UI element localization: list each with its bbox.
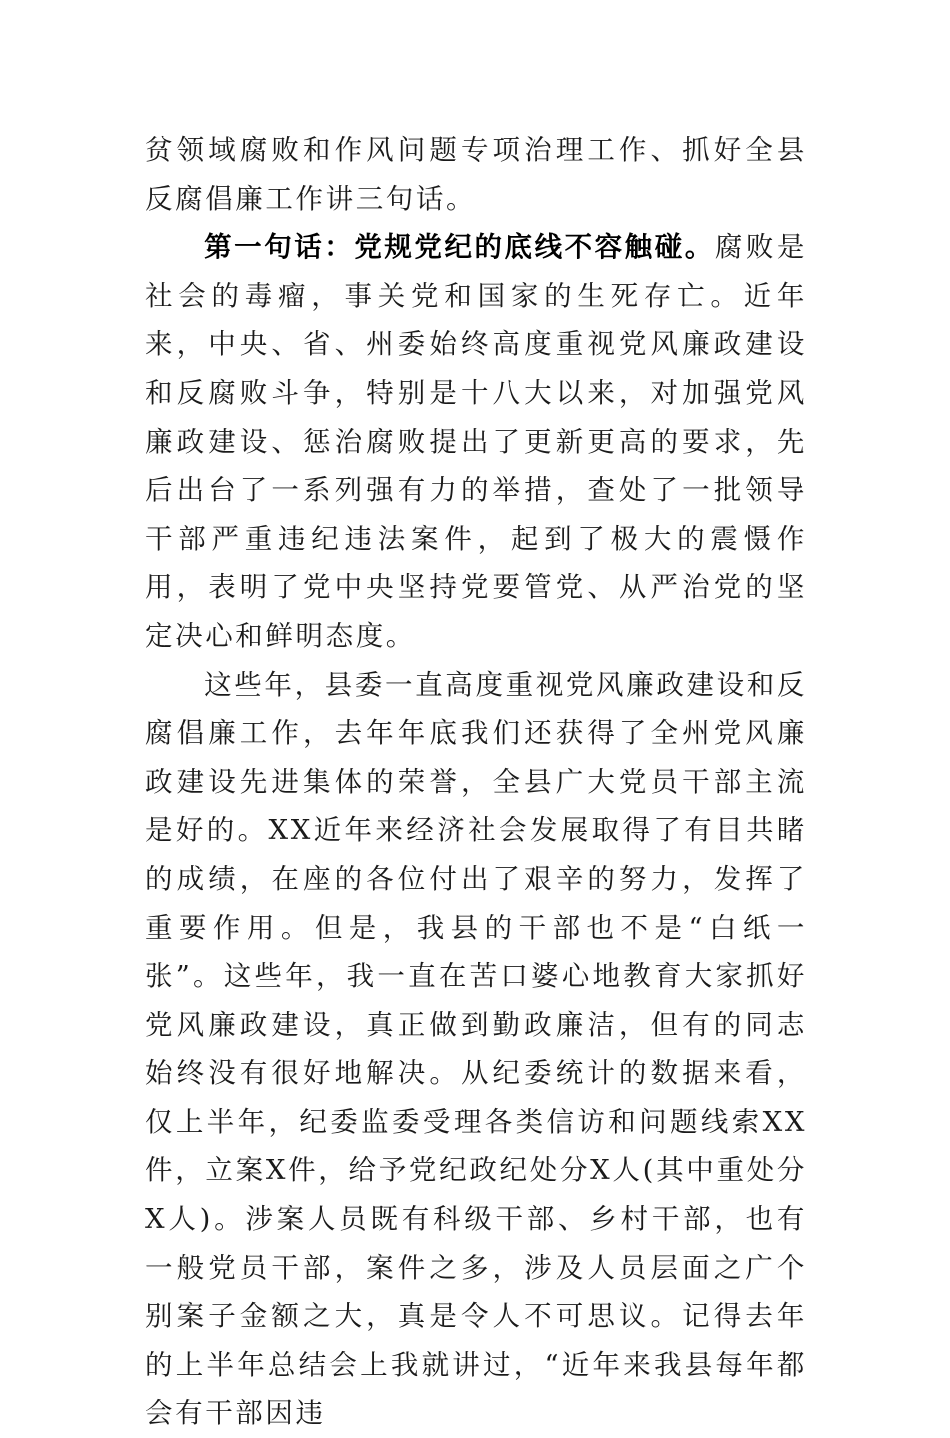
body-text xyxy=(145,126,807,1438)
section-heading: 第一句话：党规党纪的底线不容触碰。 xyxy=(204,231,715,264)
paragraph-first-point xyxy=(145,223,807,660)
paragraph-county-situation: 这些年，县委一直高度重视党风廉政建设和反腐倡廉工作，去年年底我们还获得了全州党风廉政建设先进集体的荣誉，全县广大党员干部主流是好的。XX近年来经济社会发展取得了有目共睹的成绩，在座的各位付出了艰辛的努力，发挥了重要作用。但是，我县的干部也不是“白纸一张”。这些年，我一直在苦口婆心地教育大家抓好党风廉政建设，真正做到勤政廉洁，但有的同志始终没有很好地解决。从纪委统计的数据来看，仅上半年，纪委监委受理各类信访和问题线索XX件，立案X件，给予党纪政纪处分X人(其中重处分X人)。涉案人员既有科级干部、乡村干部，也有一般党员干部，案件之多，涉及人员层面之广个别案子金额之大，真是令人不可思议。记得去年的上半年总结会上我就讲过，“近年来我县每年都会有干部因违 xyxy=(145,668,807,1430)
paragraph-body: 腐败是社会的毒瘤，事关党和国家的生死存亡。近年来，中央、省、州委始终高度重视党风廉政建设和反腐败斗争，特别是十八大以来，对加强党风廉政建设、惩治腐败提出了更新更高的要求，先后出台了一系列强有力的举措，查处了一批领导干部严重违纪违法案件，起到了极大的震慑作用，表明了党中央坚持党要管党、从严治党的坚定决心和鲜明态度。 xyxy=(145,231,807,652)
paragraph-continuation: 贫领域腐败和作风问题专项治理工作、抓好全县反腐倡廉工作讲三句话。 xyxy=(145,134,807,215)
